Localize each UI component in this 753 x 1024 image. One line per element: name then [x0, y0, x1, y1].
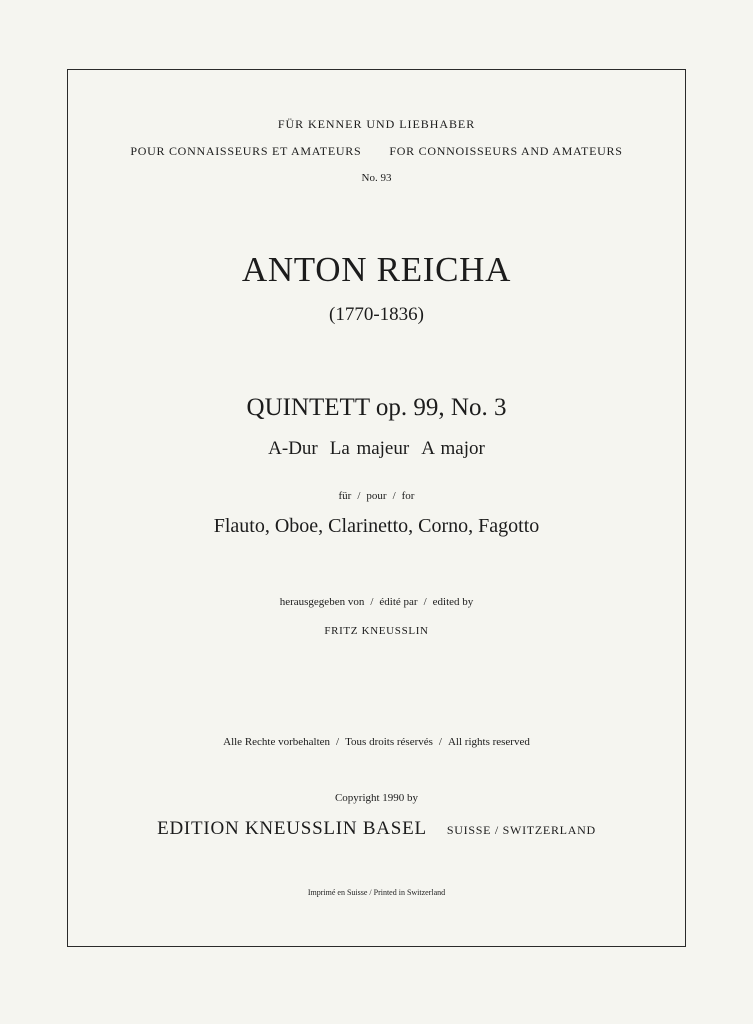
edited-by-french: édité par: [379, 596, 418, 608]
series-line-french-english: [68, 144, 685, 159]
copyright-line: Copyright 1990 by: [334, 792, 419, 804]
rights-french: Tous droits réservés: [345, 736, 433, 748]
rights-german: Alle Rechte vorbehalten: [223, 736, 331, 748]
work-title: QUINTETT op. 99, No. 3: [246, 394, 507, 421]
publisher-line: [68, 818, 685, 840]
key-english: A major: [421, 438, 485, 459]
edited-by-english: edited by: [432, 596, 474, 608]
series-number: No. 93: [361, 172, 392, 184]
edited-by-german: herausgegeben von: [279, 596, 365, 608]
title-page-frame: [67, 69, 686, 947]
separator: /: [336, 736, 340, 748]
edited-by-line: [68, 596, 685, 608]
series-line-english: FOR CONNOISSEURS AND AMATEURS: [389, 144, 623, 158]
for-line: [68, 490, 685, 502]
composer-name: ANTON REICHA: [241, 250, 512, 289]
separator: /: [392, 490, 396, 502]
key-german: A-Dur: [268, 438, 318, 459]
work-key: [68, 438, 685, 460]
editor-name: FRITZ KNEUSSLIN: [324, 625, 429, 637]
series-line-german: FÜR KENNER UND LIEBHABER: [277, 117, 476, 131]
composer-dates: (1770-1836): [329, 304, 424, 325]
separator: /: [370, 596, 374, 608]
key-french: La majeur: [329, 438, 410, 459]
publisher-country: SUISSE / SWITZERLAND: [446, 823, 596, 837]
separator: /: [438, 736, 442, 748]
instrumentation: Flauto, Oboe, Clarinetto, Corno, Fagotto: [213, 515, 540, 537]
rights-english: All rights reserved: [447, 736, 530, 748]
separator: /: [423, 596, 427, 608]
for-english: for: [401, 490, 415, 502]
separator: /: [357, 490, 361, 502]
rights-line: [68, 736, 685, 748]
for-german: für: [338, 490, 352, 502]
printed-in-line: Imprimé en Suisse / Printed in Switzerland: [307, 888, 446, 897]
for-french: pour: [366, 490, 387, 502]
publisher-name: EDITION KNEUSSLIN BASEL: [157, 818, 427, 839]
series-line-french: POUR CONNAISSEURS ET AMATEURS: [130, 144, 362, 158]
